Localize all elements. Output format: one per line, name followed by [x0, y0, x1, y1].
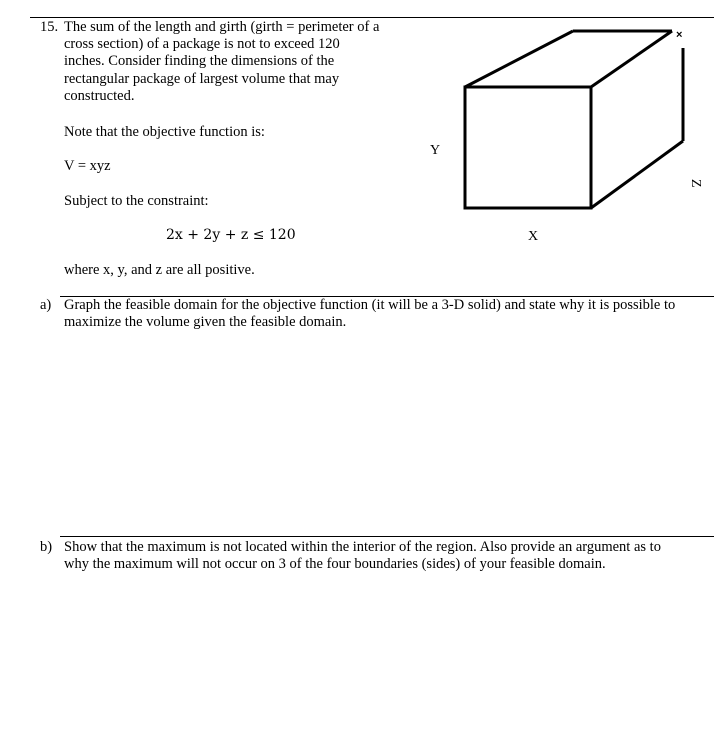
corner-x-mark: × [676, 29, 683, 41]
constraint-inequality: 2x + 2y + z ≤ 120 [166, 227, 296, 243]
box-top-right-edge [591, 31, 672, 87]
problem-line-3: inches. Consider finding the dimensions of the [64, 53, 335, 70]
axis-label-y: Y [430, 143, 441, 158]
problem-line-1: The sum of the length and girth (girth = perimeter of a [64, 19, 380, 35]
part-a-line-1: Graph the feasible domain for the objective function (it will be a 3-D solid) and state why it is possible to [64, 297, 676, 313]
part-b-line-1: Show that the maximum is not located within the interior of the region. Also provide an argument as to [64, 539, 661, 555]
part-b [40, 539, 720, 575]
part-a-line-2: maximize the volume given the feasible domain. [64, 314, 347, 330]
problem-line-5: constructed. [64, 87, 135, 104]
box-front-face [465, 87, 591, 208]
part-a-letter: a) [40, 297, 52, 313]
positivity-note: where x, y, and z are all positive. [64, 262, 255, 278]
constraint-intro: Subject to the constraint: [64, 193, 209, 209]
axis-label-x: X [528, 229, 539, 244]
axis-label-z: Z [688, 179, 703, 188]
problem-line-2: cross section) of a package is not to exceed 120 [64, 36, 340, 53]
part-b-text [64, 539, 714, 573]
part-b-line-2: why the maximum will not occur on 3 of the four boundaries (sides) of your feasible domain. [64, 556, 606, 572]
box-bottom-right-edge [591, 141, 683, 208]
part-a-text [64, 297, 714, 331]
objective-note: Note that the objective function is: [64, 124, 265, 140]
objective-function: V = xyz [64, 158, 111, 174]
part-b-letter: b) [40, 539, 53, 555]
part-a [40, 297, 720, 333]
problem-line-4: rectangular package of largest volume that may [64, 70, 340, 87]
box-top-left-edge [465, 31, 573, 87]
problem-number: 15. [40, 19, 59, 35]
